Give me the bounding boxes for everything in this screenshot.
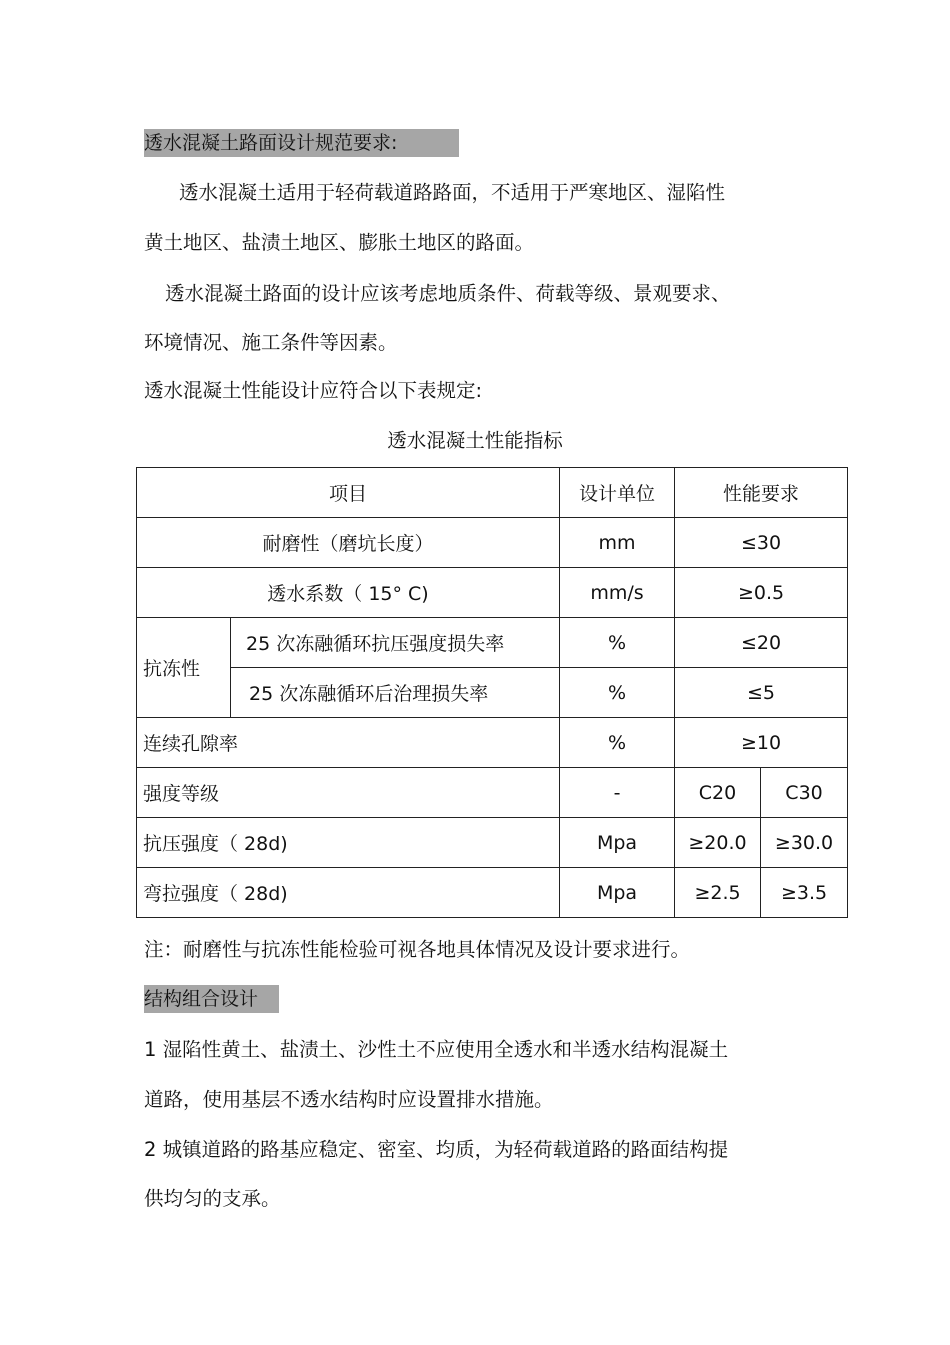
table-row — [137, 518, 848, 568]
row-value: ≤30 — [675, 518, 848, 568]
row-item: 透水系数（ 15° C) — [137, 568, 560, 618]
row-value-2: C30 — [761, 768, 848, 818]
row-value: ≥10 — [675, 718, 848, 768]
paragraph-line: 1 湿陷性黄土、盐渍土、沙性土不应使用全透水和半透水结构混凝土 — [144, 1038, 729, 1061]
performance-table — [136, 467, 848, 918]
row-value: ≥0.5 — [675, 568, 848, 618]
header-unit: 设计单位 — [560, 468, 675, 518]
row-value: ≤20 — [675, 618, 848, 668]
table-row — [137, 868, 848, 918]
table-note: 注：耐磨性与抗冻性能检验可视各地具体情况及设计要求进行。 — [144, 938, 691, 961]
paragraph-line: 黄土地区、盐渍土地区、膨胀土地区的路面。 — [144, 231, 535, 254]
section-heading: 结构组合设计 — [144, 985, 279, 1013]
table-row — [137, 618, 848, 668]
row-value-1: C20 — [675, 768, 761, 818]
row-value-2: ≥30.0 — [761, 818, 848, 868]
row-value-2: ≥3.5 — [761, 868, 848, 918]
table-header-row — [137, 468, 848, 518]
table-row — [137, 768, 848, 818]
row-unit: Mpa — [560, 868, 675, 918]
row-item: 25 次冻融循环抗压强度损失率 — [231, 618, 560, 668]
row-item: 弯拉强度（ 28d) — [137, 868, 560, 918]
paragraph-line: 环境情况、施工条件等因素。 — [144, 331, 398, 354]
row-value-1: ≥2.5 — [675, 868, 761, 918]
paragraph-line: 2 城镇道路的路基应稳定、密室、均质，为轻荷载道路的路面结构提 — [144, 1138, 729, 1161]
table-row — [137, 568, 848, 618]
section-heading: 透水混凝土路面设计规范要求: — [144, 129, 459, 157]
row-unit: mm — [560, 518, 675, 568]
row-item: 连续孔隙率 — [137, 718, 560, 768]
row-unit: Mpa — [560, 818, 675, 868]
row-unit: % — [560, 718, 675, 768]
header-item: 项目 — [137, 468, 560, 518]
row-group-label: 抗冻性 — [137, 618, 231, 718]
row-value: ≤5 — [675, 668, 848, 718]
row-item: 25 次冻融循环后治理损失率 — [231, 668, 560, 718]
paragraph-line: 透水混凝土性能设计应符合以下表规定: — [144, 379, 483, 402]
paragraph-line: 透水混凝土适用于轻荷载道路路面，不适用于严寒地区、湿陷性 — [179, 181, 726, 204]
row-unit: mm/s — [560, 568, 675, 618]
row-unit: % — [560, 618, 675, 668]
table-row — [137, 718, 848, 768]
paragraph-line: 供均匀的支承。 — [144, 1187, 281, 1210]
row-item: 耐磨性（磨坑长度） — [137, 518, 560, 568]
paragraph-line: 透水混凝土路面的设计应该考虑地质条件、荷载等级、景观要求、 — [165, 282, 731, 305]
row-unit: - — [560, 768, 675, 818]
row-item: 强度等级 — [137, 768, 560, 818]
row-item: 抗压强度（ 28d) — [137, 818, 560, 868]
table-row — [137, 668, 848, 718]
table-row — [137, 818, 848, 868]
table-caption: 透水混凝土性能指标 — [387, 429, 563, 452]
paragraph-line: 道路，使用基层不透水结构时应设置排水措施。 — [144, 1088, 554, 1111]
row-value-1: ≥20.0 — [675, 818, 761, 868]
row-unit: % — [560, 668, 675, 718]
header-requirement: 性能要求 — [675, 468, 848, 518]
